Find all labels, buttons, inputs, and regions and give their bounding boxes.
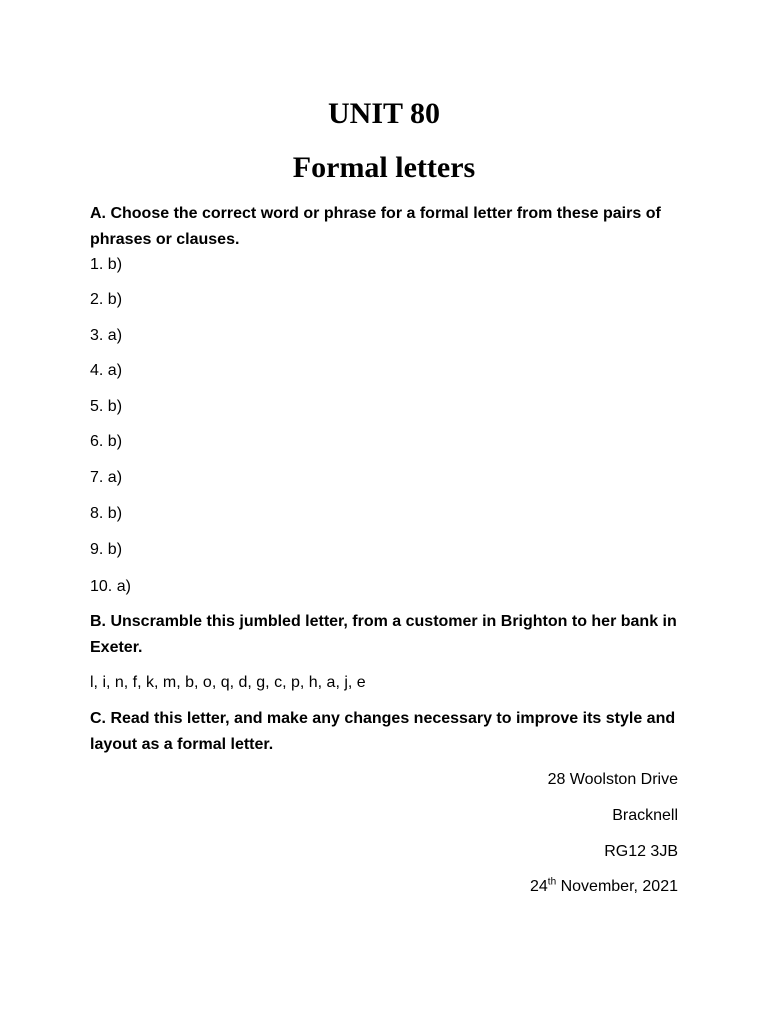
answer-item: 9. b) <box>90 541 123 558</box>
address-street: 28 Woolston Drive <box>547 771 678 788</box>
answer-item: 1. b) <box>90 256 123 273</box>
section-a-instruction: A. Choose the correct word or phrase for a formal letter from these pairs of phrases or clauses. <box>90 205 661 248</box>
address-town: Bracknell <box>612 807 678 824</box>
letter-date <box>530 877 678 897</box>
unit-title: UNIT 80 <box>328 97 440 130</box>
section-b-instruction: B. Unscramble this jumbled letter, from a customer in Brighton to her bank in Exeter. <box>90 613 677 656</box>
answer-item: 2. b) <box>90 291 123 308</box>
answer-item: 5. b) <box>90 398 123 415</box>
section-c-instruction: C. Read this letter, and make any changes necessary to improve its style and layout as a formal letter. <box>90 710 676 753</box>
answer-item: 3. a) <box>90 327 123 344</box>
answer-item: 7. a) <box>90 469 123 486</box>
date-day: 24 <box>530 878 548 895</box>
answer-item: 10. a) <box>90 578 131 595</box>
date-month-year: November, 2021 <box>556 878 678 895</box>
answer-item: 8. b) <box>90 505 123 522</box>
answer-item: 6. b) <box>90 433 123 450</box>
answer-item: 4. a) <box>90 362 123 379</box>
page-title: Formal letters <box>292 151 476 184</box>
date-suffix: th <box>547 876 557 888</box>
section-b-answer: l, i, n, f, k, m, b, o, q, d, g, c, p, h, a, j, e <box>90 674 366 691</box>
address-postcode: RG12 3JB <box>604 843 678 860</box>
